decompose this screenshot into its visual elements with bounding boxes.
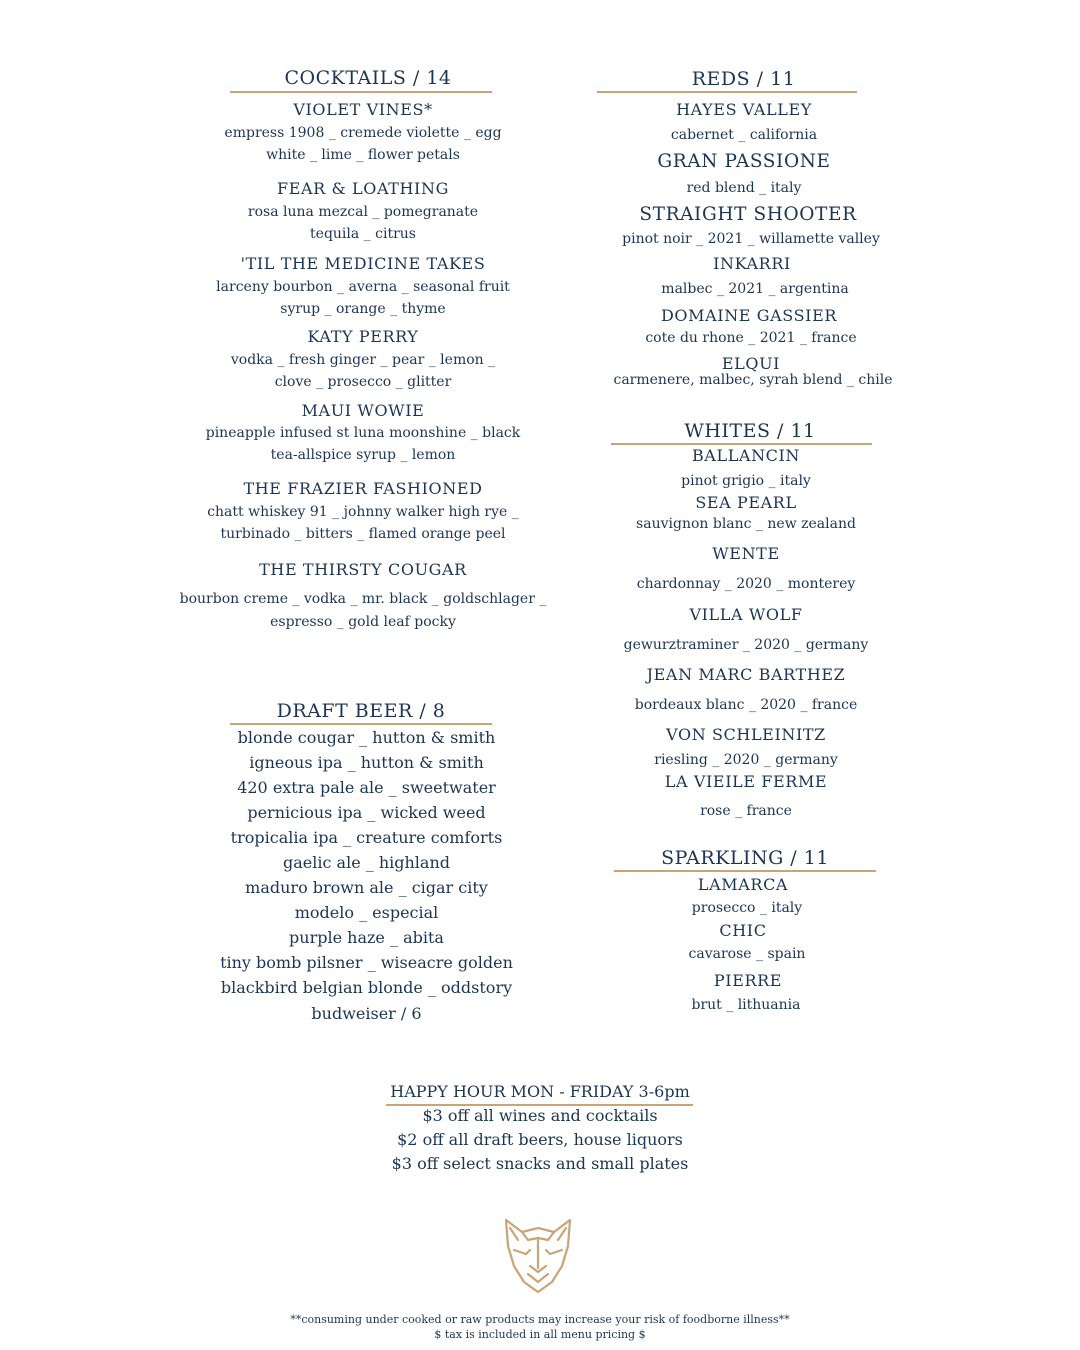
beer-item: pernicious ipa _ wicked weed [247, 803, 486, 822]
red-wine-desc: pinot noir _ 2021 _ willamette valley [622, 231, 880, 247]
draft-beer-title: DRAFT BEER / 8 [276, 700, 446, 722]
whites-title: WHITES / 11 [684, 420, 816, 442]
cocktail-name: KATY PERRY [307, 327, 419, 346]
food-safety-warning: **consuming under cooked or raw products may increase your risk of foodborne illness** [290, 1313, 790, 1326]
beer-item: blackbird belgian blonde _ oddstory [220, 978, 513, 997]
cocktail-desc: empress 1908 _ cremede violette _ egg [224, 125, 502, 141]
white-wine-desc: bordeaux blanc _ 2020 _ france [634, 697, 858, 713]
sparkling-wine-desc: brut _ lithuania [691, 997, 801, 1013]
reds-title: REDS / 11 [691, 68, 796, 90]
cocktail-desc: chatt whiskey 91 _ johnny walker high rye _ [207, 504, 519, 520]
beer-item: igneous ipa _ hutton & smith [249, 753, 484, 772]
cocktail-desc: espresso _ gold leaf pocky [270, 614, 456, 630]
sparkling-wine-name: LAMARCA [697, 875, 789, 894]
beer-item: purple haze _ abita [289, 928, 444, 947]
happy-hour-line: $3 off select snacks and small plates [391, 1154, 689, 1173]
cocktail-desc: pineapple infused st luna moonshine _ black [205, 425, 521, 441]
sparkling-title: SPARKLING / 11 [661, 847, 829, 869]
beer-item: tropicalia ipa _ creature comforts [230, 828, 503, 847]
white-wine-desc: riesling _ 2020 _ germany [654, 752, 838, 768]
cocktail-desc: tea-allspice syrup _ lemon [270, 447, 456, 463]
red-wine-name: ELQUI [721, 354, 781, 373]
white-wine-name: WENTE [712, 544, 780, 563]
cocktail-desc: white _ lime _ flower petals [266, 147, 460, 163]
red-wine-name: DOMAINE GASSIER [661, 306, 837, 325]
sparkling-wine-name: CHIC [719, 921, 767, 940]
cocktail-desc: turbinado _ bitters _ flamed orange peel [220, 526, 506, 542]
cocktail-desc: bourbon creme _ vodka _ mr. black _ goldschlager _ [179, 591, 547, 607]
red-wine-desc: cote du rhone _ 2021 _ france [645, 330, 857, 346]
happy-hour-line: $2 off all draft beers, house liquors [397, 1130, 683, 1149]
sparkling-divider [614, 870, 876, 872]
cocktails-divider [230, 91, 492, 93]
cocktails-title: COCKTAILS / 14 [284, 67, 452, 89]
red-wine-desc: malbec _ 2021 _ argentina [661, 281, 849, 297]
tax-note: $ tax is included in all menu pricing $ [434, 1328, 646, 1341]
beer-item: maduro brown ale _ cigar city [245, 878, 488, 897]
red-wine-desc: red blend _ italy [686, 180, 802, 196]
beer-item: blonde cougar _ hutton & smith [237, 728, 496, 747]
sparkling-wine-name: PIERRE [713, 971, 783, 990]
red-wine-desc: carmenere, malbec, syrah blend _ chile [613, 372, 893, 388]
happy-hour-line: $3 off all wines and cocktails [422, 1106, 658, 1125]
white-wine-name: LA VIEILE FERME [664, 772, 828, 791]
white-wine-desc: pinot grigio _ italy [681, 473, 811, 489]
cocktail-name: 'TIL THE MEDICINE TAKES [240, 254, 486, 273]
white-wine-desc: gewurztraminer _ 2020 _ germany [623, 637, 869, 653]
red-wine-name: STRAIGHT SHOOTER [639, 204, 857, 225]
beer-item: modelo _ especial [294, 903, 439, 922]
cocktail-desc: clove _ prosecco _ glitter [274, 374, 452, 390]
red-wine-name: GRAN PASSIONE [657, 151, 831, 172]
beer-item: tiny bomb pilsner _ wiseacre golden [220, 953, 513, 972]
cocktail-name: FEAR & LOATHING [277, 179, 449, 198]
white-wine-name: JEAN MARC BARTHEZ [646, 665, 846, 684]
cocktail-desc: tequila _ citrus [310, 226, 416, 242]
red-wine-name: HAYES VALLEY [676, 100, 812, 119]
sparkling-wine-desc: prosecco _ italy [691, 900, 803, 916]
reds-divider [597, 91, 857, 93]
white-wine-name: BALLANCIN [691, 446, 801, 465]
beer-item: 420 extra pale ale _ sweetwater [237, 778, 496, 797]
red-wine-desc: cabernet _ california [670, 127, 818, 143]
cocktail-desc: rosa luna mezcal _ pomegranate [247, 204, 479, 220]
cougar-head-icon [500, 1216, 576, 1296]
white-wine-desc: chardonnay _ 2020 _ monterey [636, 576, 856, 592]
white-wine-desc: rose _ france [700, 803, 792, 819]
happy-hour-title: HAPPY HOUR MON - FRIDAY 3-6pm [390, 1082, 690, 1101]
cocktail-name: MAUI WOWIE [301, 401, 425, 420]
beer-item: budweiser / 6 [311, 1004, 422, 1023]
cocktail-desc: vodka _ fresh ginger _ pear _ lemon _ [230, 352, 496, 368]
cocktail-name: VIOLET VINES* [293, 100, 433, 119]
draft-beer-divider [230, 723, 492, 725]
white-wine-name: VILLA WOLF [689, 605, 803, 624]
cocktail-name: THE FRAZIER FASHIONED [243, 479, 483, 498]
cocktail-desc: larceny bourbon _ averna _ seasonal fruit [216, 279, 510, 295]
white-wine-desc: sauvignon blanc _ new zealand [636, 516, 856, 532]
white-wine-name: SEA PEARL [695, 493, 797, 512]
white-wine-name: VON SCHLEINITZ [666, 725, 826, 744]
cocktail-desc: syrup _ orange _ thyme [280, 301, 446, 317]
cocktail-name: THE THIRSTY COUGAR [259, 560, 467, 579]
whites-divider [611, 443, 872, 445]
red-wine-name: INKARRI [713, 254, 791, 273]
beer-item: gaelic ale _ highland [283, 853, 450, 872]
sparkling-wine-desc: cavarose _ spain [688, 946, 806, 962]
